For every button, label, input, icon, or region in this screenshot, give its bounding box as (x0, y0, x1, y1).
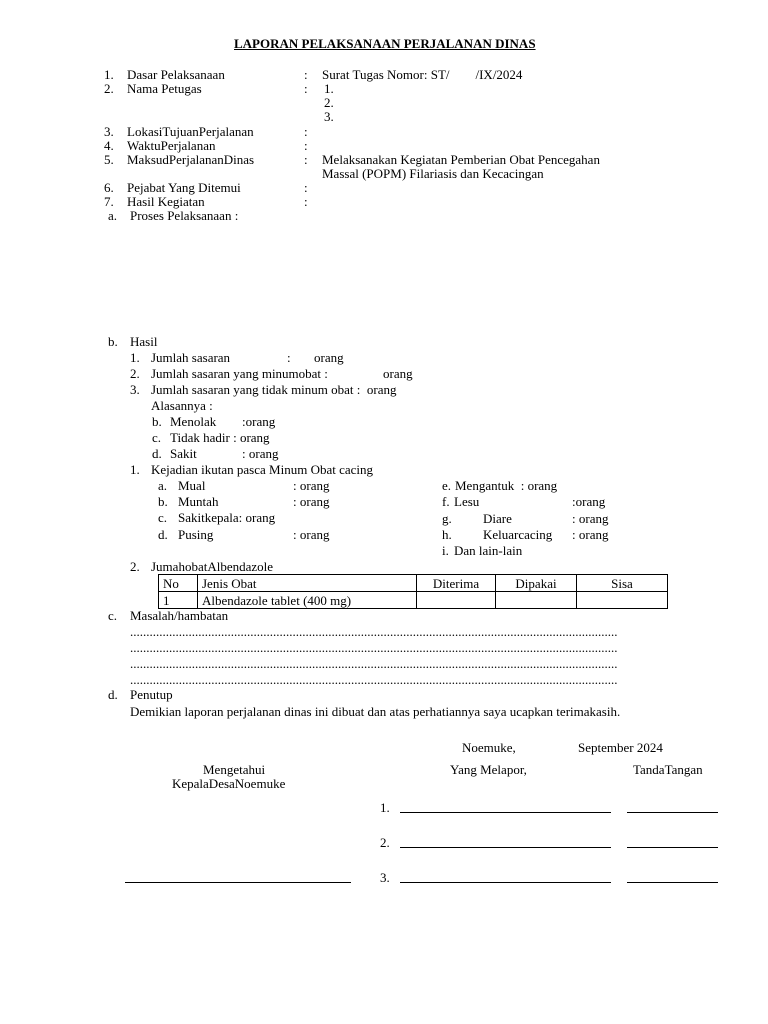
section-label: MaksudPerjalananDinas (127, 152, 255, 167)
section-label: Dasar Pelaksanaan (127, 67, 225, 82)
name-line (400, 812, 611, 813)
masalah-label: Masalah/hambatan (130, 608, 229, 623)
table-header: Diterima (417, 575, 496, 592)
petugas-2: 2. (324, 95, 334, 110)
table-cell (496, 592, 577, 609)
melapor-label: Yang Melapor, (450, 762, 527, 777)
hasil-item-value: orang (314, 350, 344, 365)
masalah-num: c. (108, 608, 118, 623)
page-title: LAPORAN PELAKSANAAN PERJALANAN DINAS (234, 36, 536, 51)
hasil-item-num: 3. (130, 382, 140, 397)
section-colon: : (304, 124, 308, 139)
table-cell: Albendazole tablet (400 mg) (198, 592, 417, 609)
jumlah-obat-num: 2. (130, 559, 140, 574)
jumlah-obat-label: JumahobatAlbendazole (151, 559, 274, 574)
hasil-item-label: Jumlah sasaran (151, 350, 231, 365)
table-cell: 1 (159, 592, 198, 609)
kejadian-right-value: : orang (572, 527, 609, 542)
dotted-line: ...................................................................................................................................................... (130, 656, 618, 671)
section-label: LokasiTujuanPerjalanan (127, 124, 254, 139)
section-colon: : (304, 180, 308, 195)
petugas-3: 3. (324, 109, 334, 124)
hasil-item-label: Jumlah sasaran yang tidak minum obat : orang (151, 382, 397, 397)
table-header: Dipakai (496, 575, 577, 592)
table-header: Sisa (577, 575, 668, 592)
tanda-tangan-label: TandaTangan (633, 762, 703, 777)
section-colon: : (304, 138, 308, 153)
table-header: Jenis Obat (198, 575, 417, 592)
sign-num: 1. (380, 800, 390, 815)
hasil-item-num: 1. (130, 350, 140, 365)
kejadian-left-label: Mual (178, 478, 206, 493)
kejadian-left-num: d. (158, 527, 168, 542)
alasan-value: :orang (242, 414, 276, 429)
section-num: 7. (104, 194, 114, 209)
table-header-row (159, 575, 668, 592)
alasan-num: b. (152, 414, 162, 429)
section-label: WaktuPerjalanan (127, 138, 216, 153)
table-cell (577, 592, 668, 609)
kejadian-right-value: : orang (572, 511, 609, 526)
sign-num: 3. (380, 870, 390, 885)
hasil-item-label: Jumlah sasaran yang minumobat : (151, 366, 328, 381)
alasan-label: Tidak hadir : orang (170, 430, 270, 445)
alasan-num: c. (152, 430, 162, 445)
maksud-line-2: Massal (POPM) Filariasis dan Kecacingan (322, 166, 544, 181)
section-num: 6. (104, 180, 114, 195)
hasil-item-num: 2. (130, 366, 140, 381)
kejadian-label: Kejadian ikutan pasca Minum Obat cacing (151, 462, 374, 477)
kejadian-right-label: Keluarcacing (483, 527, 553, 542)
table-cell (417, 592, 496, 609)
name-line (400, 847, 611, 848)
dotted-line: ...................................................................................................................................................... (130, 624, 618, 639)
kejadian-left-value: : orang (293, 478, 330, 493)
kejadian-left-num: c. (158, 510, 168, 525)
kejadian-left-num: a. (158, 478, 168, 493)
kejadian-right-num: g. (442, 511, 452, 526)
dotted-line: ...................................................................................................................................................... (130, 640, 618, 655)
hasil-item-colon: : (287, 350, 291, 365)
dotted-line: ...................................................................................................................................................... (130, 672, 618, 687)
sign-date: September 2024 (578, 740, 663, 755)
section-num: 5. (104, 152, 114, 167)
kepala-desa-signature-line (125, 882, 351, 883)
maksud-line-1: Melaksanakan Kegiatan Pemberian Obat Pencegahan (322, 152, 600, 167)
penutup-text: Demikian laporan perjalanan dinas ini dibuat dan atas perhatiannya saya ucapkan terimakasih. (130, 704, 621, 719)
mengetahui-label: Mengetahui (203, 762, 266, 777)
alasan-label: Alasannya : (151, 398, 213, 413)
kejadian-left-value: : orang (293, 494, 330, 509)
alasan-label: Menolak (170, 414, 217, 429)
section-colon: : (304, 152, 308, 167)
kepala-desa-label: KepalaDesaNoemuke (172, 776, 286, 791)
kejadian-left-label: Muntah (178, 494, 219, 509)
table-row (159, 592, 668, 609)
penutup-num: d. (108, 687, 118, 702)
signature-line (627, 882, 718, 883)
name-line (400, 882, 611, 883)
hasil-label: Hasil (130, 334, 158, 349)
section-num: 2. (104, 81, 114, 96)
hasil-num: b. (108, 334, 118, 349)
section-colon: : (304, 81, 308, 96)
section-colon: : (304, 67, 308, 82)
alasan-num: d. (152, 446, 162, 461)
kejadian-right-value: :orang (572, 494, 606, 509)
penutup-label: Penutup (130, 687, 173, 702)
kejadian-right-label: Lesu (454, 494, 480, 509)
kejadian-right-num: i. (442, 543, 449, 558)
sign-num: 2. (380, 835, 390, 850)
section-value: Surat Tugas Nomor: ST/ /IX/2024 (322, 67, 523, 82)
sign-place: Noemuke, (462, 740, 516, 755)
proses-label: Proses Pelaksanaan : (130, 208, 239, 223)
kejadian-left-value: : orang (293, 527, 330, 542)
hasil-item-value: orang (383, 366, 413, 381)
section-num: 4. (104, 138, 114, 153)
kejadian-left-num: b. (158, 494, 168, 509)
kejadian-right-label: Dan lain-lain (454, 543, 523, 558)
section-label: Hasil Kegiatan (127, 194, 205, 209)
alasan-value: : orang (242, 446, 279, 461)
section-num: 3. (104, 124, 114, 139)
kejadian-right-label: Diare (483, 511, 512, 526)
signature-line (627, 812, 718, 813)
alasan-label: Sakit (170, 446, 197, 461)
kejadian-left-label: Sakitkepala: orang (178, 510, 276, 525)
kejadian-right-num: e. (442, 478, 452, 493)
section-colon: : (304, 194, 308, 209)
kejadian-left-label: Pusing (178, 527, 214, 542)
obat-table (158, 574, 668, 609)
signature-line (627, 847, 718, 848)
petugas-1: 1. (324, 81, 334, 96)
kejadian-num: 1. (130, 462, 140, 477)
section-num: 1. (104, 67, 114, 82)
section-label: Nama Petugas (127, 81, 202, 96)
kejadian-right-num: h. (442, 527, 452, 542)
proses-num: a. (108, 208, 118, 223)
kejadian-right-num: f. (442, 494, 450, 509)
section-label: Pejabat Yang Ditemui (127, 180, 241, 195)
kejadian-right-label: Mengantuk : orang (455, 478, 558, 493)
table-header: No (159, 575, 198, 592)
